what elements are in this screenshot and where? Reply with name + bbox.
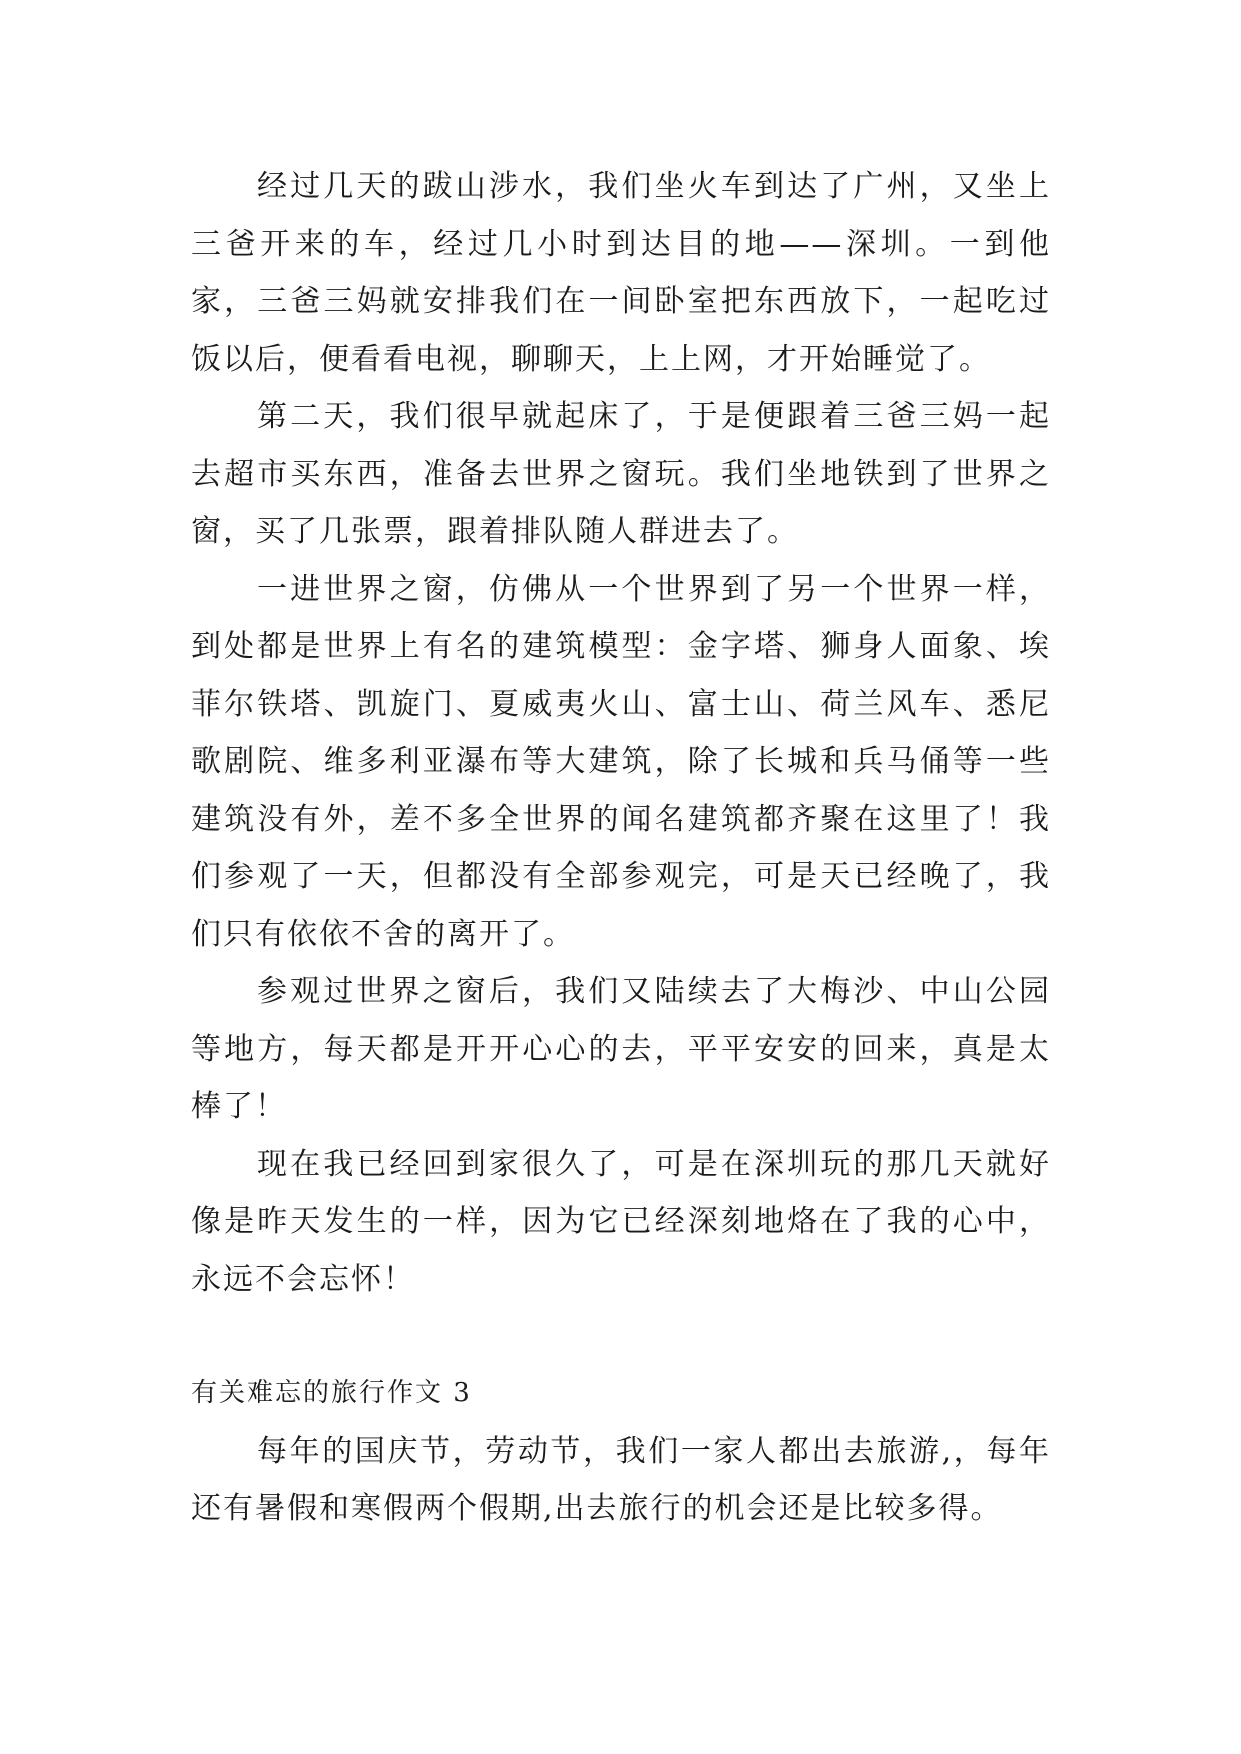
paragraph-other-places: 参观过世界之窗后，我们又陆续去了大梅沙、中山公园等地方，每天都是开开心心的去，平平安安的回来，真是太棒了！ [191, 974, 1051, 1124]
document-body [191, 158, 1051, 1538]
paragraph-holidays: 每年的国庆节，劳动节，我们一家人都出去旅游,，每年还有暑假和寒假两个假期,出去旅行的机会还是比较多得。 [191, 1433, 1051, 1526]
section-spacer [191, 1308, 1051, 1365]
section-heading: 有关难忘的旅行作文 3 [191, 1378, 472, 1408]
paragraph-window-of-the-world: 一进世界之窗，仿佛从一个世界到了另一个世界一样，到处都是世界上有名的建筑模型：金字塔、狮身人面象、埃菲尔铁塔、凯旋门、夏威夷火山、富士山、荷兰风车、悉尼歌剧院、维多利亚瀑布等大建筑，除了长城和兵马俑等一些建筑没有外，差不多全世界的闻名建筑都齐聚在这里了！我们参观了一天，但都没有全部参观完，可是天已经晚了，我们只有依依不舍的离开了。 [191, 571, 1051, 952]
paragraph-memory: 现在我已经回到家很久了，可是在深圳玩的那几天就好像是昨天发生的一样，因为它已经深刻地烙在了我的心中，永远不会忘怀！ [191, 1146, 1051, 1297]
paragraph-second-day: 第二天，我们很早就起床了，于是便跟着三爸三妈一起去超市买东西，准备去世界之窗玩。我们坐地铁到了世界之窗，买了几张票，跟着排队随人群进去了。 [191, 399, 1051, 549]
paragraph-arrival-shenzhen: 经过几天的跋山涉水，我们坐火车到达了广州，又坐上三爸开来的车，经过几小时到达目的地——深圳。一到他家，三爸三妈就安排我们在一间卧室把东西放下，一起吃过饭以后，便看看电视，聊聊天，上上网，才开始睡觉了。 [191, 169, 1051, 377]
